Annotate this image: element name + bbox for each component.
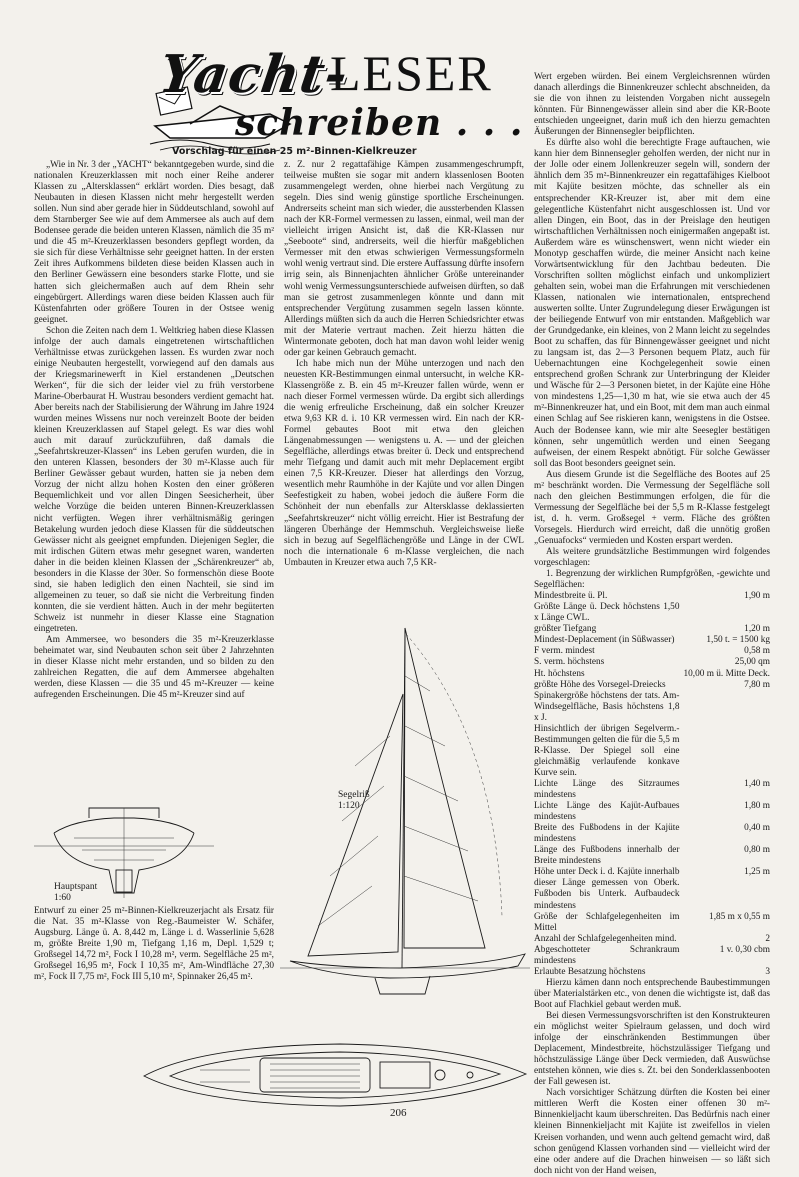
spec-key: größte Höhe des Vorsegel-Dreiecks (534, 679, 666, 690)
paragraph: z. Z. nur 2 regattafähige Kämpen zusammengeschrumpft, teilweise mußten sie sogar mit andern klassenlosen Booten zusammengelegt werden, ohne hierbei nach Vergütung zu segeln. Dies sind wenig günstige sportliche Erscheinungen. Andrerseits scheint man sich wieder, die aussterbenden Klassen nach der KR-Formel vermessen zu lassen, einmal, weil man der vielleicht irrigen Ansicht ist, daß die KR-Klassen nur „Seeboote“ sind, andrerseits, weil die hierfür maßgeblichen Vermesser mit den etwas schwierigen Vermessungsformeln wohl wenig vertraut sind. Die erstere Auffassung dürfte insofern irrig sein, als Binnenjachten ähnlicher Größe untereinander wohl wenig Vermessungsunterschiede aufweisen dürften, so daß man sie getrost zusammenlegen könnte und dann mit entsprechender Vergütung zusammen segeln lassen könnte. Allerdings müßten sich da auch die Herren Schiedsrichter etwas mit der Materie vertraut machen. Zeit hierzu hätten die Wintermonate geboten, doch hat man davon wohl leider wenig oder gar keinen Gebrauch gemacht. (284, 160, 524, 358)
spec-key: Breite des Fußbodens in der Kajüte mindestens (534, 823, 680, 845)
spec-row (534, 624, 770, 635)
spec-key: Spinakergröße höchstens der tats. Am-Windsegelfläche, Basis höchstens 1,8 x J. (534, 690, 680, 723)
spec-value: 0,40 m (744, 823, 770, 834)
spec-key: Lichte Länge des Kajüt-Aufbaues mindestens (534, 801, 680, 823)
spec-value: 3 (765, 966, 770, 977)
spec-value: 1,50 t. = 1500 kg (706, 635, 770, 646)
spec-row (534, 779, 770, 801)
spec-row (534, 646, 770, 657)
spec-key: Erlaubte Besatzung höchstens (534, 966, 646, 977)
spec-row (534, 823, 770, 845)
section-label: Hauptspant 1:60 (54, 882, 98, 903)
title-schreiben: schreiben . . . (235, 102, 524, 144)
spec-value: 2 (765, 933, 770, 944)
spec-key: Länge des Fußbodens innerhalb der Breite mindestens (534, 845, 680, 867)
spec-key: Ht. höchstens (534, 668, 585, 679)
spec-row (534, 967, 770, 978)
spec-row (534, 801, 770, 823)
spec-table (534, 591, 770, 978)
spec-value: 1,85 m x 0,55 m (709, 911, 770, 922)
paragraph: Als weitere grundsätzliche Bestimmungen wird folgendes vorgeschlagen: (534, 547, 770, 569)
spec-value: 25,00 qm (734, 657, 770, 668)
paragraph: Am Ammersee, wo besonders die 35 m²-Kreuzerklasse beheimatet war, sind Neubauten schon seit über 2 Jahrzehnten in dieser Klasse nicht mehr erstanden, und so bilden zu den zahlreichen Regatten, die auf dem Ammersee abgehalten werden, diese Klassen — die 35 und 45 m²-Kreuzer — keine aufregenden Erscheinungen. Die 45 m²-Kreuzer sind auf (34, 635, 274, 701)
spec-value (679, 724, 770, 779)
spec-key: F verm. mindest (534, 646, 595, 657)
spec-key: Abgeschotteter Schrankraum mindestens (534, 944, 680, 966)
paragraph: Bei diesen Vermessungsvorschriften ist den Konstrukteuren ein möglichst weiter Spielraum gelassen, und doch wird infolge der einschränkenden Bestimmungen über Deplacement, Mindestbreite, höchstzulässiger Tiefgang und höchstzulässige Länge über Deck vermieden, daß Auswüchse entstehen können, wie dies s. Zt. bei den Sonderklassenbooten der Fall gewesen ist. (534, 1010, 770, 1088)
figure-caption: Entwurf zu einer 25 m²-Binnen-Kielkreuzerjacht als Ersatz für die Nat. 35 m²-Klasse von Reg.-Baumeister W. Schäfer, Augsburg. Länge ü. A. 8,442 m, Länge i. d. Wasserlinie 5,628 m, größte Breite 1,90 m, Tiefgang 1,16 m, Depl. 1,529 t; Großsegel 14,72 m², Fock I 10,28 m², verm. Segelfläche 25 m², Großsegel 16,95 m², Fock I 10,35 m², Am-Windfläche 27,30 m², Fock II 7,75 m², Fock III 5,10 m², Spinnaker 26,45 m². (34, 906, 274, 983)
title-leser: LESER (330, 45, 493, 101)
paragraph: Nach vorsichtiger Schätzung dürften die Kosten bei einer mittleren Werft die Kosten einer offenen 30 m²-Binnenkieljacht kaum überschreiten. Das Bedürfnis nach einer kleinen Binnenkieljacht mit Kajüte ist zweifellos in vielen Kreisen vorhanden, und wenn auch geltend gemacht wird, daß schon genügend Klassen vorhanden sind — vielleicht wird der eine oder andere auf die Drachen hinweisen — so läßt sich doch nicht von der Hand weisen, (534, 1088, 770, 1176)
spec-value: 10,00 m ü. Mitte Deck. (683, 668, 770, 679)
spec-key: Größte Länge ü. Deck höchstens 1,50 x Länge CWL. (534, 602, 680, 624)
article-header (140, 44, 540, 156)
spec-value: 0,80 m (744, 845, 770, 856)
paragraph: Hierzu kämen dann noch entsprechende Baubestimmungen über Materialstärken etc., von denen die wichtigste ist, daß das Boot auf Flachkiel gebaut werden muß. (534, 977, 770, 1010)
spec-row (534, 635, 770, 646)
spec-row (534, 912, 770, 934)
spec-value: 1,25 m (744, 867, 770, 878)
spec-key: S. verm. höchstens (534, 657, 605, 668)
spec-value: 1,90 m (744, 591, 770, 602)
paragraph: Es dürfte also wohl die berechtigte Frage auftauchen, wie kann hier dem Binnensegler geholfen werden, der nicht nur in der Jolle oder einem Jollenkreuzer segeln will, sondern der ähnlich dem 35 m²-Binnenkreuzer ein regattafähiges Kielboot mit Kajüte besitzen möchte, das schneller als ein entsprechender KR-Kreuzer ist, aber mit dem eine gelegentliche Küstenfahrt nicht ausgeschlossen ist. Und vor allen Dingen, ein Boot, das in der Preislage den heutigen wirtschaftlichen Verhältnissen noch einigermaßen angepaßt ist. Außerdem wäre es wünschenswert, wenn nicht wieder ein Monotyp geschaffen würde, die meiner Ansicht nach keine Vorwärtsentwicklung für den Jachtbau bedeuten. Die Vorschriften sollten möglichst einfach und unkompliziert gehalten sein, wobei man die Erfahrungen mit verschiedenen Klassen, nationalen wie internationalen, entsprechend auswerten sollte. Unter Zugrundelegung dieser Erwägungen ist der beiliegende Entwurf von mir entstanden. Maßgeblich war der Grundgedanke, ein kleines, von 2 Mann leicht zu segelndes Boot zu schaffen, das für Binnengewässer geeignet und nicht zu langsam ist, das 2—3 Personen bequem Platz, auch für Uebernachtungen eine Kochgelegenheit sowie einen entsprechend großen Schrank zur Unterbringung der Kleider und Wäsche für 2—3 Personen bietet, in der Kajüte eine Höhe von mindestens 1,25—1,30 m hat, wie sie etwa auch der 45 m²-Binnenkreuzer hat, und ein Boot, mit dem man auch einmal einen Schlag auf See riskieren kann, wenigstens in die Ostsee. Auch der Bodensee kann, wie mir alte Seesegler bestätigen können, sehr ungemütlich werden und einen Seegang aufweisen, der einem Respekt abnötigt. Für solche Gewässer soll das Boot besonders geeignet sein. (534, 138, 770, 469)
paragraph: Ich habe mich nun der Mühe unterzogen und nach den neuesten KR-Bestimmungen einmal untersucht, in welche KR-Klassengröße z. B. ein 45 m²-Kreuzer fallen würde, wenn er nach dieser Formel vermessen würde. Da ergibt sich allerdings die wenig erfreuliche Erscheinung, daß ein solcher Kreuzer etwa 9,63 KR d. i. 10 KR vermessen wird. Ein nach der KR-Formel gebautes Boot mit etwa den gleichen Längenabmessungen — wenigstens u. A. — und der gleichen Segelfläche, allerdings etwas breiter ü. Deck und entsprechend mehr Tiefgang und damit auch mit mehr Deplacement ergibt einen 7,5 KR-Kreuzer. Dieser hat allerdings den Vorzug, wesentlich mehr Raumhöhe in der Kajüte und vor allen Dingen Seefestigkeit zu haben, wobei jedoch die äußere Form die Schönheit der nun ebenfalls zur Altersklasse deklassierten „Seefahrtskreuzer“ nicht völlig erreicht. Hier ist Bestrafung der längeren Überhänge der Hemmschuh. Vergleichsweise ließe sich in bezug auf Segelflächengröße und Länge in der CWL noch die internationale 6 m-Klasse vergleichen, die nach Umbauten in Kreuzer etwa auch 7,5 KR- (284, 358, 524, 568)
paragraph: Wert ergeben würden. Bei einem Vergleichsrennen würden danach allerdings die Binnenkreuzer schlecht abschneiden, da sie die von ihnen zu leistenden Vorgaben nicht aussegeln könnten. Für Binnengewässer allein sind aber die KR-Boote entschieden ungeeignet, darin muß ich den hierzu gemachten Äußerungen der Binnensegler beipflichten. (534, 72, 770, 138)
paragraph: „Wie in Nr. 3 der „YACHT“ bekanntgegeben wurde, sind die nationalen Kreuzerklassen mit noch einer Reihe anderer Klassen zu „Altersklassen“ erklärt worden. Dies besagt, daß Neubauten in diesen Klassen nicht mehr hergestellt werden sollen. Nun sind aber gerade hier in Süddeutschland, sowohl auf dem Starnberger See wie auf dem Ammersee als auch auf dem Bodensee gerade die beiden unteren Klassen, nämlich die 35 m² und die 45 m²-Kreuzerklassen besonders gepflegt worden, da sie sich für diese Verhältnisse sehr geeignet hatten. In der ersten Zeit ihres Aufkommens bildeten diese beiden Klassen auch in den Berliner Gewässern eine besonders starke Flotte, und sie hatten sich gleichermaßen auch auf dem Rhein sehr eingebürgert. Allerdings waren diese beiden Klassen auch für Küstenfahrten oder größere Touren in der Ostsee wenig geeignet. (34, 160, 274, 325)
paragraph: Aus diesem Grunde ist die Segelfläche des Bootes auf 25 m² beschränkt worden. Die Vermessung der Segelfläche soll nach den gleichen Bestimmungen erfolgen, die für die Vermessung der Segelfläche bei der 5,5 m R-Klasse festgelegt ist, d. h. verm. Großsegel + verm. Fläche des größten Vorsegels. Hierdurch wird erreicht, daß die unnötig großen „Genuafocks“ vermieden und Kosten erspart werden. (534, 469, 770, 546)
spec-key: Anzahl der Schlafgelegenheiten mind. (534, 933, 677, 944)
spec-row (534, 724, 770, 779)
spec-row (534, 591, 770, 602)
spec-row (534, 867, 770, 911)
deck-plan-drawing (140, 1040, 530, 1110)
spec-value: 7,80 m (744, 679, 770, 690)
title-yacht: Yacht- (155, 44, 353, 105)
spec-key: größter Tiefgang (534, 624, 597, 635)
spec-value: 0,58 m (744, 646, 770, 657)
article-subtitle: Vorschlag für einen 25 m²-Binnen-Kielkreuzer (172, 146, 417, 157)
spec-row (534, 669, 770, 680)
sail-plan-drawing (280, 616, 530, 996)
spec-row (534, 945, 770, 967)
spec-value: 1,40 m (744, 779, 770, 789)
paragraph: Schon die Zeiten nach dem 1. Weltkrieg haben diese Klassen infolge der auch damals eingetretenen wirtschaftlichen Verhältnisse etwas zurückgehen lassen. Es wurden zwar noch einige Neubauten hergestellt, vorwiegend auf den damals aus der Kriegsmarinewerft in Kiel erstandenen „Deutschen Werken“, für die sich der leider viel zu früh verstorbene Marine-Oberbaurat H. Wustrau besonders verdient gemacht hat. Aber bereits nach der Stabilisierung der Währung im Jahre 1924 wurden meines Wissens nur noch vereinzelt Boote der beiden kleinen Kreuzerklassen auf Stapel gelegt. Es war dies wohl auch mit darauf zurückzuführen, daß damals die „Seefahrtskreuzer-Klassen“ ins Leben gerufen wurden, die in den unteren Klassen, besonders der 30 m²-Klasse auch für Berliner Gewässer gebaut wurden, hatten sie ja neben dem Vorzug der nicht allzu hohen Kosten den einer größeren Bequemlichkeit und vor allen Dingen Seesicherheit, über welche Vorzüge die beiden unteren Binnen-Kreuzerklassen nicht verfügten. Wegen ihrer verhältnismäßig geringen Betakelung wurden jedoch diese Klassen für die süddeutschen Gewässer nicht als geeignet empfunden. Diejenigen Segler, die mit irdischen Gütern etwas mehr gesegnet waren, wanderten daher in die beiden kleinen Klassen der „Schärenkreuzer“ ab, besonders in die Klasse der 30er. So formenschön diese Boote sind, sie haben lediglich den einen Nachteil, sie sind im allgemeinen zu teuer, so daß sie nicht die Verbreitung finden konnten, die sie verdient hätten. Auch in der mehr begüterten Schweiz ist nunmehr in dieser Klasse eine Stagnation eingetreten. (34, 325, 274, 634)
spec-row (534, 845, 770, 867)
spec-row (534, 602, 770, 624)
spec-row (534, 691, 770, 724)
spec-row (534, 680, 770, 691)
column-3 (534, 72, 770, 1176)
column-2 (284, 160, 524, 610)
spec-key: Hinsichtlich der übrigen Segelverm.-Bestimmungen gelten die für die 5,5 m R-Klasse. Der Spiegel soll eine gleichmäßig verlaufende konkave Kurve sein. (534, 723, 680, 778)
spec-key: Lichte Länge des Sitzraumes mindestens (534, 779, 680, 801)
spec-value (679, 602, 770, 624)
page-number: 206 (390, 1107, 407, 1119)
spec-value: 1 v. 0,30 cbm (719, 944, 770, 955)
column-1 (34, 160, 274, 800)
spec-row (534, 657, 770, 668)
spec-value: 1,20 m (744, 624, 770, 635)
spec-key: Größe der Schlafgelegenheiten im Mittel (534, 911, 680, 933)
spec-key: Mindest-Deplacement (in Süßwasser) (534, 635, 675, 646)
sail-plan-label: Segelriß 1:120 (338, 790, 370, 811)
spec-key: Mindestbreite ü. Pl. (534, 591, 608, 602)
spec-key: Höhe unter Deck i. d. Kajüte innerhalb dieser Länge gemessen von Oberk. Fußboden bis Unterk. Aufbaudeck mindestens (534, 867, 680, 911)
paragraph: 1. Begrenzung der wirklichen Rumpfgrößen, -gewichte und Segelflächen: (534, 569, 770, 591)
spec-row (534, 934, 770, 945)
spec-value: 1,80 m (744, 801, 770, 812)
spec-value (679, 691, 770, 724)
